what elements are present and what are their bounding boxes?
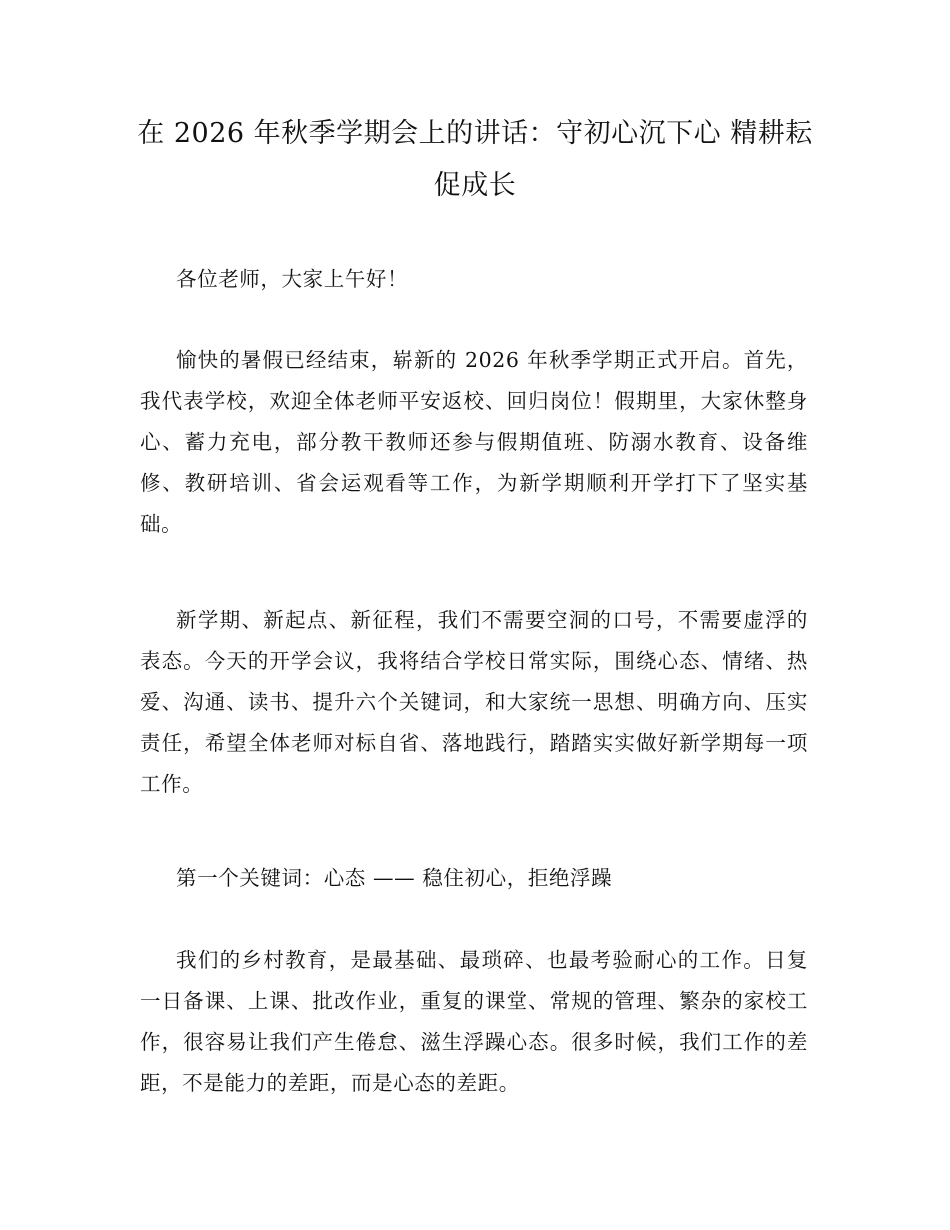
document-title: 在 2026 年秋季学期会上的讲话：守初心沉下心 精耕耘促成长 bbox=[137, 118, 813, 201]
mindset-paragraph: 我们的乡村教育，是最基础、最琐碎、也最考验耐心的工作。日复一日备课、上课、批改作业，重复的课堂、常规的管理、繁杂的家校工作，很容易让我们产生倦怠、滋生浮躁心态。很多时候，我们工作的差距，不是能力的差距，而是心态的差距。 bbox=[140, 948, 808, 1095]
greeting-paragraph: 各位老师，大家上午好！ bbox=[176, 267, 409, 291]
opening-paragraph: 愉快的暑假已经结束，崭新的 2026 年秋季学期正式开启。首先，我代表学校，欢迎全体老师平安返校、回归岗位！假期里，大家休整身心、蓄力充电，部分教干教师还参与假期值班、防溺水教育、设备维修、教研培训、省会运观看等工作，为新学期顺利开学打下了坚实基础。 bbox=[140, 348, 808, 536]
intro-paragraph: 新学期、新起点、新征程，我们不需要空洞的口号，不需要虚浮的表态。今天的开学会议，我将结合学校日常实际，围绕心态、情绪、热爱、沟通、读书、提升六个关键词，和大家统一思想、明确方向、压实责任，希望全体老师对标自省、落地践行，踏踏实实做好新学期每一项工作。 bbox=[140, 608, 808, 796]
section-heading-mindset: 第一个关键词：心态 —— 稳住初心，拒绝浮躁 bbox=[176, 866, 613, 890]
